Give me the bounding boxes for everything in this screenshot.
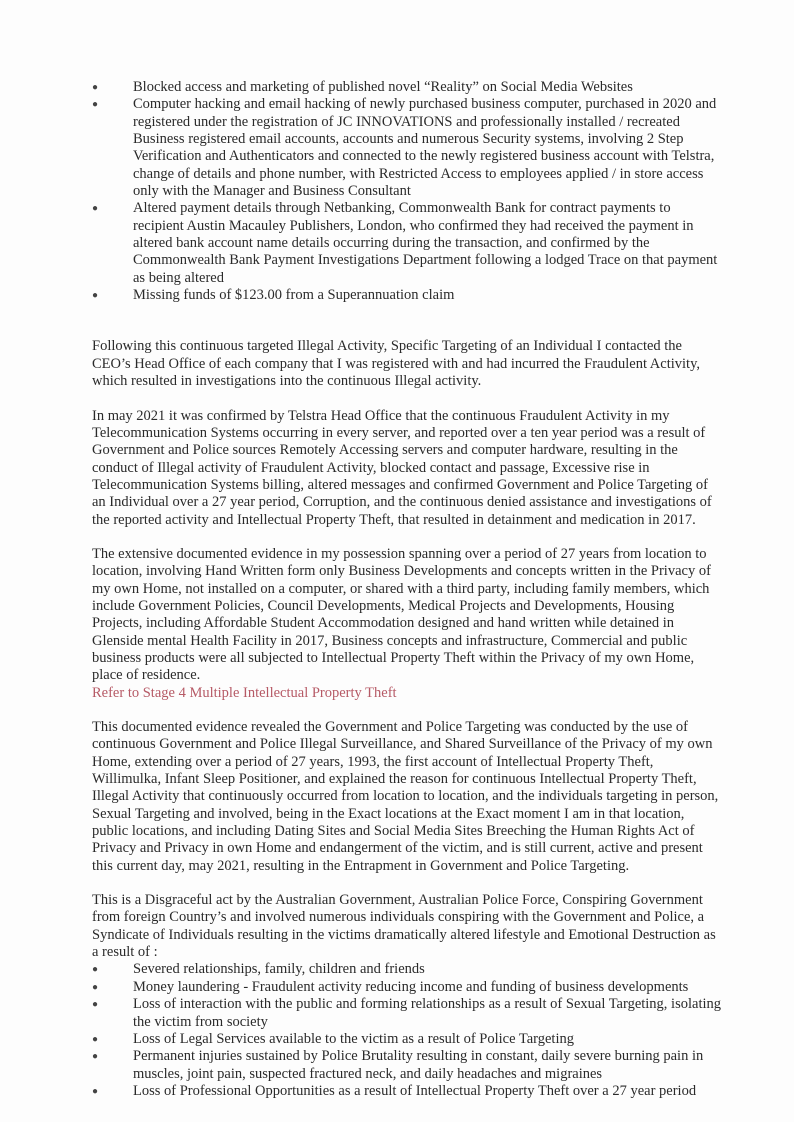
bullet-icon: ●	[92, 99, 99, 111]
list-item-text: Verification and Authenticators and connected to the newly registered business account with Telstra,	[133, 148, 715, 165]
list-item-text: Commonwealth Bank Payment Investigations Department following a lodged Trace on that payment	[133, 252, 718, 269]
text-line: conduct of Illegal activity of Fraudulent Activity, blocked contact and passage, Excessive rise in	[92, 459, 650, 476]
list-item-body	[133, 96, 786, 200]
bullet-icon: ●	[92, 82, 99, 93]
text-line: Government and Police sources Remotely Accessing servers and computer hardware, resulting in the	[92, 442, 678, 459]
text-line: Willimulka, Infant Sleep Positioner, and explained the reason for continuous Intellectual Property Theft,	[92, 771, 697, 788]
text-line: This documented evidence revealed the Government and Police Targeting was conducted by the use of	[92, 719, 688, 735]
list-item-text: muscles, joint pain, suspected fractured neck, and daily headaches and migraines	[133, 1065, 603, 1082]
list-item	[92, 1048, 786, 1083]
text-line: include Government Policies, Council Developments, Medical Projects and Developments, Housing	[92, 597, 675, 614]
text-line: CEO’s Head Office of each company that I was registered with and had incurred the Fraudulent Activity,	[92, 355, 701, 372]
bullet-icon: ●	[92, 1085, 99, 1097]
paragraph-head-office-contact	[92, 338, 786, 390]
list-item-body	[133, 1048, 786, 1083]
text-line: an Individual over a 27 year period, Corruption, and the continuous denied assistance and investigations of	[92, 494, 712, 511]
list-item-text: Loss of interaction with the public and forming relationships as a result of Sexual Targeting, isolating	[133, 996, 722, 1013]
list-item	[92, 96, 786, 200]
text-line: In may 2021 it was confirmed by Telstra Head Office that the continuous Fraudulent Activity in my	[92, 407, 670, 424]
bullet-icon: ●	[92, 203, 99, 215]
list-item-text: Missing funds of $123.00 from a Superannuation claim	[133, 287, 455, 304]
list-item-text: as being altered	[133, 269, 224, 286]
list-item-text: Computer hacking and email hacking of newly purchased business computer, purchased in 2020 and	[133, 96, 717, 113]
text-line: place of residence.	[92, 667, 201, 684]
text-line: business products were all subjected to Intellectual Property Theft within the Privacy of my own Home,	[92, 649, 695, 666]
paragraph-documented-evidence	[92, 546, 786, 702]
list-item-body	[133, 961, 786, 978]
paragraph-surveillance	[92, 719, 786, 875]
list-item-text: change of details and phone number, with Restricted Access to employees applied / in store access	[133, 165, 704, 182]
paragraph-lines	[92, 892, 786, 961]
document-body	[92, 79, 786, 1100]
text-line: Illegal Activity that continuously occurred from location to location, and the individuals targeting in person,	[92, 788, 719, 805]
text-line: Following this continuous targeted Illegal Activity, Specific Targeting of an Individual I contacted the	[92, 338, 682, 355]
text-line: this current day, may 2021, resulting in the Entrapment in Government and Police Targeting.	[92, 857, 630, 874]
text-line: This is a Disgraceful act by the Australian Government, Australian Police Force, Conspiring Government	[92, 892, 703, 909]
text-line: Privacy and Privacy in own Home and endangerment of the victim, and is still current, active and present	[92, 840, 703, 857]
list-item-body	[133, 79, 786, 96]
list-item-text: only with the Manager and Business Consultant	[133, 183, 411, 200]
list-item-text: registered under the registration of JC INNOVATIONS and professionally installed / recreated	[133, 113, 680, 130]
text-line: Projects, including Affordable Student Accommodation designed and hand written while detained in	[92, 615, 675, 632]
text-line: continuous Government and Police Illegal Surveillance, and Shared Surveillance of the Privacy of my own	[92, 736, 713, 753]
list-item-body	[133, 996, 786, 1031]
text-line: the reported activity and Intellectual Property Theft, that resulted in detainment and medication in 2017.	[92, 511, 696, 528]
list-item-text: the victim from society	[133, 1013, 268, 1030]
list-item	[92, 1031, 786, 1048]
text-line: Glenside mental Health Facility in 2017, Business concepts and infrastructure, Commercial and public	[92, 632, 688, 649]
bullet-icon: ●	[92, 964, 99, 976]
list-item-body	[133, 1083, 786, 1100]
text-line: The extensive documented evidence in my possession spanning over a period of 27 years from location to	[92, 545, 707, 562]
text-line: from foreign Country’s and involved numerous individuals conspiring with the Government and Police, a	[92, 909, 705, 926]
list-item-text: Altered payment details through Netbanking, Commonwealth Bank for contract payments to	[133, 200, 671, 217]
text-line: a result of :	[92, 944, 158, 961]
paragraph-disgraceful-act	[92, 892, 786, 1100]
bullet-icon: ●	[92, 1033, 99, 1045]
text-line: Sexual Targeting and involved, being in the Exact locations at the Exact moment I am in that location,	[92, 805, 685, 822]
text-line: my own Home, not installed on a computer, or shared with a third party, including family members, which	[92, 580, 710, 597]
text-line: Home, extending over a period of 27 years, 1993, the first account of Intellectual Property Theft,	[92, 753, 654, 770]
list-item-text: altered bank account name details occurring during the transaction, and confirmed by the	[133, 235, 650, 252]
list-item-body	[133, 287, 786, 304]
text-line: Telecommunication Systems billing, altered messages and confirmed Government and Police Targeting of	[92, 476, 708, 493]
refer-stage-4-link[interactable]: Refer to Stage 4 Multiple Intellectual Property Theft	[92, 684, 397, 701]
text-line: Syndicate of Individuals resulting in the victims dramatically altered lifestyle and Emotional Destruction as	[92, 926, 716, 943]
list-item-body	[133, 979, 786, 996]
list-item	[92, 996, 786, 1031]
list-item-text: Money laundering - Fraudulent activity reducing income and funding of business developments	[133, 978, 689, 995]
list-item-body	[133, 1031, 786, 1048]
list-item-body	[133, 200, 786, 287]
list-item-text: Loss of Professional Opportunities as a result of Intellectual Property Theft over a 27 year period	[133, 1082, 697, 1099]
list-item-text: Permanent injuries sustained by Police Brutality resulting in constant, daily severe burning pain in	[133, 1048, 704, 1065]
bullet-icon: ●	[92, 999, 99, 1011]
bullet-list-incidents	[92, 79, 786, 304]
list-item	[92, 79, 786, 96]
text-line: Telecommunication Systems occurring in every server, and reported over a ten year period was a result of	[92, 424, 706, 441]
paragraph-telstra-confirmation	[92, 408, 786, 529]
bullet-icon: ●	[92, 981, 99, 993]
text-line: location, involving Hand Written form only Business Developments and concepts written in the Privacy of	[92, 563, 711, 580]
paragraph-lines	[92, 546, 786, 685]
bullet-list-consequences	[92, 961, 786, 1100]
list-item	[92, 979, 786, 996]
list-item	[92, 200, 786, 287]
list-item	[92, 287, 786, 304]
text-line: public locations, and including Dating Sites and Social Media Sites Breeching the Human Rights Act of	[92, 823, 695, 840]
list-item-text: Blocked access and marketing of published novel “Reality” on Social Media Websites	[133, 79, 633, 95]
list-item	[92, 1083, 786, 1100]
bullet-icon: ●	[92, 290, 99, 302]
list-item-text: Business registered email accounts, accounts and numerous Security systems, involving 2 Step	[133, 131, 684, 148]
list-item	[92, 961, 786, 978]
list-item-text: recipient Austin Macauley Publishers, London, who confirmed they had received the payment in	[133, 217, 694, 234]
list-item-text: Severed relationships, family, children and friends	[133, 961, 425, 978]
list-item-text: Loss of Legal Services available to the victim as a result of Police Targeting	[133, 1030, 574, 1047]
bullet-icon: ●	[92, 1051, 99, 1063]
text-line: which resulted in investigations into the continuous Illegal activity.	[92, 373, 482, 390]
